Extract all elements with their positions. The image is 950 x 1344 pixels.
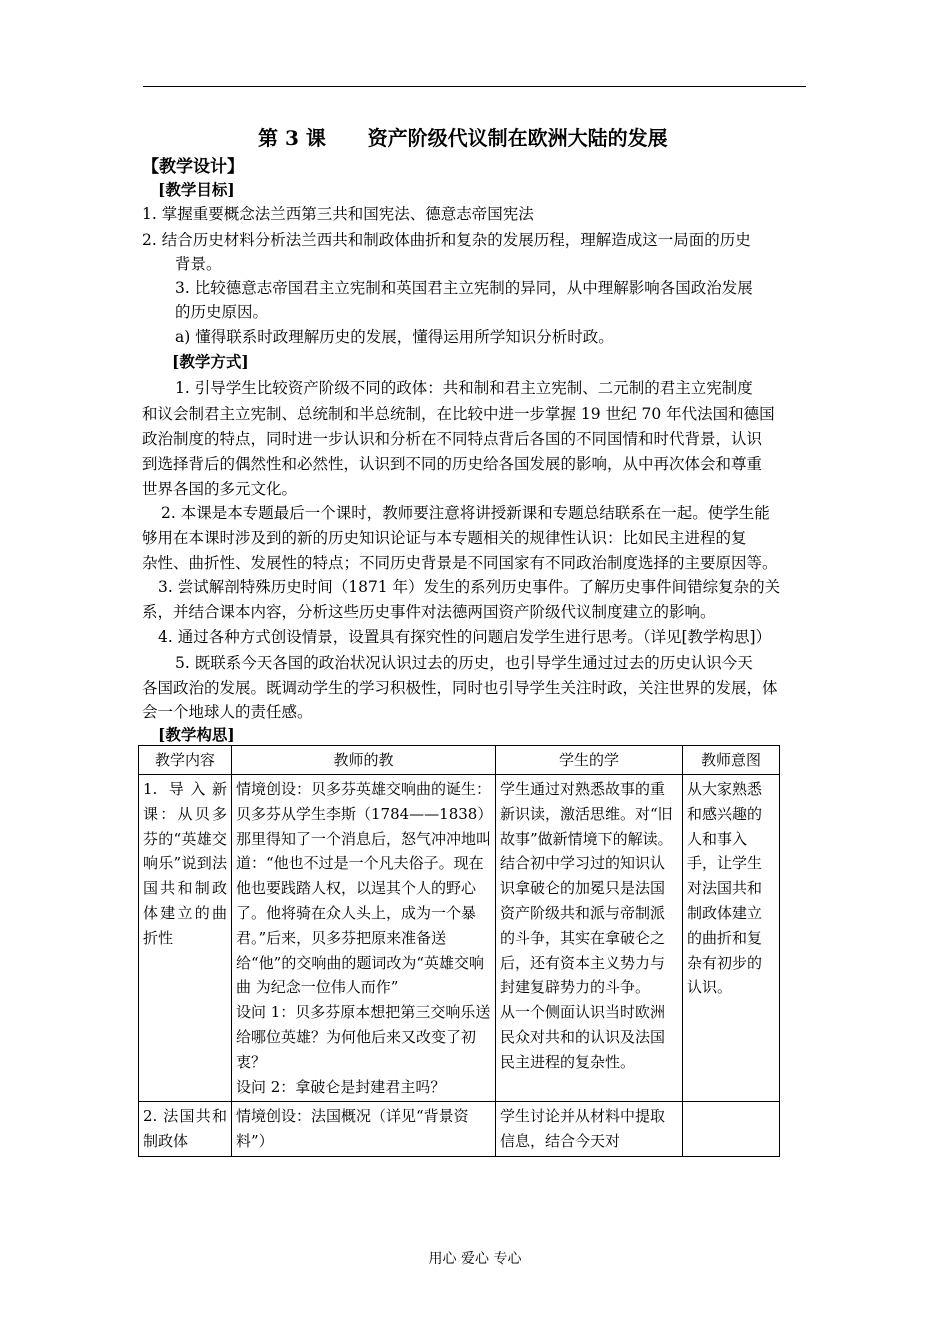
goal-line: 的历史原因。 <box>175 303 269 321</box>
goal-line: 1. 掌握重要概念法兰西第三共和国宪法、德意志帝国宪法 <box>142 205 534 223</box>
table-cell: 情境创设：贝多芬英雄交响曲的诞生：贝多芬从学生李斯（1784——1838）那里得知了一个消息后，怒气冲冲地叫道：“他也不过是一个凡夫俗子。现在他也要践踏人权，以逞其个人的野心了。他将骑在众人头上，成为一个暴君。”后来，贝多芬把原来准备送给“他”的交响曲的题词改为“英雄交响曲 为纪念一位伟人而作” 设问 1：贝多芬原本想把第三交响乐送给哪位英雄？为何他后来又改变了初衷？ 设问 2：拿破仑是封建君主吗？ <box>232 775 496 1102</box>
table-row <box>139 775 780 1102</box>
teaching-plan-table <box>138 745 780 1157</box>
method-line: 杂性、曲折性、发展性的特点；不同历史背景是不同国家有不同政治制度选择的主要原因等。 <box>142 554 778 572</box>
method-line: 各国政治的发展。既调动学生的学习积极性，同时也引导学生关注时政，关注世界的发展，体 <box>142 679 778 697</box>
method-line: 4. 通过各种方式创设情景，设置具有探究性的问题启发学生进行思考。（详见[教学构思]） <box>158 628 772 646</box>
table-cell: 1. 导入新课：从贝多芬的“英雄交响乐”说到法国共和制政体建立的曲折性 <box>139 775 232 1102</box>
header-rule <box>143 86 806 87</box>
column-header: 教师的教 <box>232 746 496 775</box>
method-line: 会一个地球人的责任感。 <box>142 703 313 721</box>
concept-heading: [教学构思] <box>158 725 235 744</box>
goal-line: a) 懂得联系时政理解历史的发展，懂得运用所学知识分析时政。 <box>175 328 614 346</box>
table-cell <box>683 1102 780 1157</box>
goal-line: 3. 比较德意志帝国君主立宪制和英国君主立宪制的异同，从中理解影响各国政治发展 <box>175 279 753 297</box>
section-design-heading: 【教学设计】 <box>142 157 244 177</box>
lesson-title: 第 3 课 资产阶级代议制在欧洲大陆的发展 <box>258 126 668 150</box>
method-line: 够用在本课时涉及到的新的历史知识论证与本专题相关的规律性认识：比如民主进程的复 <box>142 529 747 547</box>
column-header: 教学内容 <box>139 746 232 775</box>
table-row <box>139 1102 780 1157</box>
method-line: 1. 引导学生比较资产阶级不同的政体：共和制和君主立宪制、二元制的君主立宪制度 <box>175 379 753 397</box>
column-header: 学生的学 <box>496 746 683 775</box>
method-line: 世界各国的多元文化。 <box>142 480 298 498</box>
page-footer: 用心 爱心 专心 <box>428 1251 522 1267</box>
methods-heading: [教学方式] <box>172 352 249 371</box>
method-line: 政治制度的特点，同时进一步认识和分析在不同特点背后各国的不同国情和时代背景，认识 <box>142 430 763 448</box>
goals-heading: [教学目标] <box>158 180 235 199</box>
goal-line: 2. 结合历史材料分析法兰西共和制政体曲折和复杂的发展历程，理解造成这一局面的历史 <box>142 231 751 249</box>
table-cell: 从大家熟悉和感兴趣的人和事入手，让学生对法国共和制政体建立的曲折和复杂有初步的认识。 <box>683 775 780 1102</box>
method-line: 3. 尝试解剖特殊历史时间（1871 年）发生的系列历史事件。了解历史事件间错综复杂的关 <box>158 578 781 596</box>
method-line: 到选择背后的偶然性和必然性，认识到不同的历史给各国发展的影响，从中再次体会和尊重 <box>142 455 763 473</box>
method-line: 系，并结合课本内容，分析这些历史事件对法德两国资产阶级代议制度建立的影响。 <box>142 603 716 621</box>
table-header-row <box>139 746 780 775</box>
table-cell: 情境创设：法国概况（详见“背景资料”） <box>232 1102 496 1157</box>
table-cell: 2. 法国共和制政体 <box>139 1102 232 1157</box>
table-cell: 学生通过对熟悉故事的重新识读，激活思维。对“旧故事”做新情境下的解读。 结合初中学习过的知识认识拿破仑的加冕只是法国资产阶级共和派与帝制派的斗争，其实在拿破仑之后，还有资本主义势力与封建复辟势力的斗争。 从一个侧面认识当时欧洲民众对共和的认识及法国民主进程的复杂性。 <box>496 775 683 1102</box>
goal-line: 背景。 <box>175 255 222 273</box>
table-cell: 学生讨论并从材料中提取信息，结合今天对 <box>496 1102 683 1157</box>
method-line: 5. 既联系今天各国的政治状况认识过去的历史，也引导学生通过过去的历史认识今天 <box>175 654 753 672</box>
column-header: 教师意图 <box>683 746 780 775</box>
method-line: 2. 本课是本专题最后一个课时，教师要注意将讲授新课和专题总结联系在一起。使学生能 <box>161 504 770 522</box>
method-line: 和议会制君主立宪制、总统制和半总统制，在比较中进一步掌握 19 世纪 70 年代法国和德国 <box>142 405 775 423</box>
